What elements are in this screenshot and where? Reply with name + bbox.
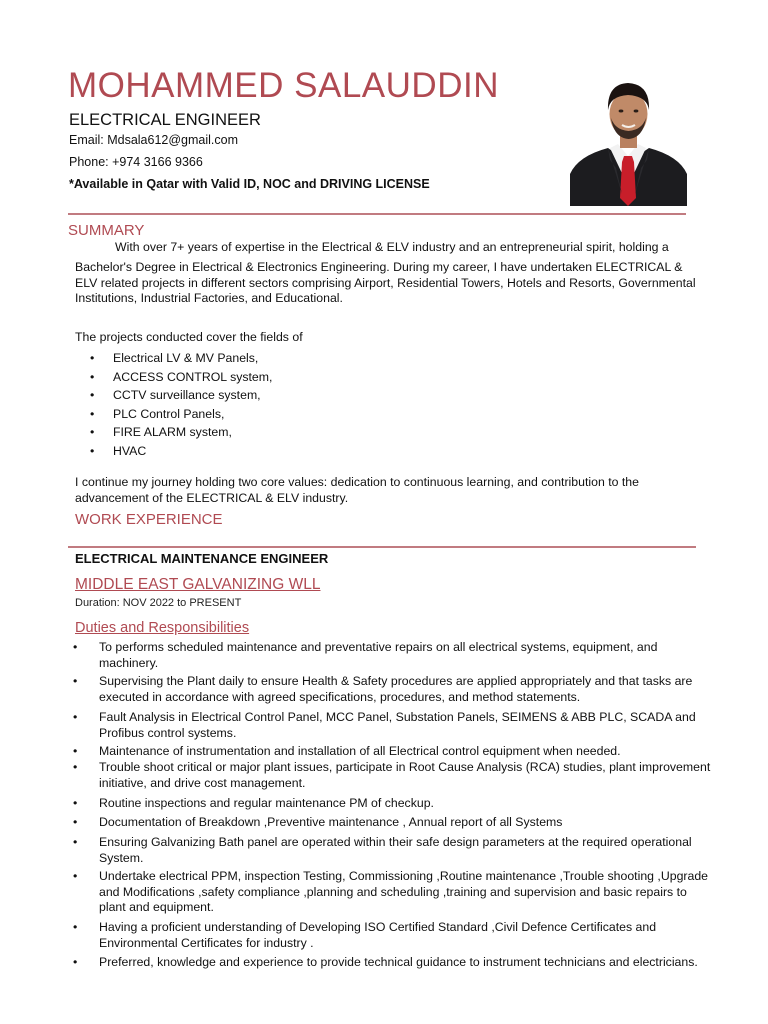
job-title: ELECTRICAL MAINTENANCE ENGINEER	[75, 551, 329, 566]
list-item: • HVAC	[90, 443, 147, 458]
list-item: • Electrical LV & MV Panels,	[90, 351, 259, 365]
email-line: Email: Mdsala612@gmail.com	[69, 133, 239, 147]
list-item: • FIRE ALARM system,	[90, 425, 232, 439]
summary-first-line: With over 7+ years of expertise in the Electrical & ELV industry and an entrepreneurial spirit, holding a	[115, 240, 669, 254]
phone-line: Phone: +974 3166 9366	[69, 155, 203, 169]
summary-body: Bachelor's Degree in Electrical & Electronics Engineering. During my career, I have undertaken ELECTRICAL & ELV related projects in different sectors comprising Airport, Residential Towers, Hotels and Resorts, Governmental Institutions, Industrial Factories, and Educational.	[75, 260, 696, 305]
fields-intro: The projects conducted cover the fields of	[75, 330, 303, 344]
duty-item: • Fault Analysis in Electrical Control Panel, MCC Panel, Substation Panels, SEIMENS & ABB PLC, SCADA and Profibus control systems.	[73, 710, 696, 740]
company-name: MIDDLE EAST GALVANIZING WLL	[75, 576, 321, 593]
profile-photo-icon	[570, 76, 687, 206]
job-duration: Duration: NOV 2022 to PRESENT	[75, 597, 242, 609]
duty-item: • Having a proficient understanding of Developing ISO Certified Standard ,Civil Defence Certificates and Environmental Certificates for industry .	[73, 920, 657, 950]
duties-heading: Duties and Responsibilities	[75, 620, 250, 636]
duty-item: • Undertake electrical PPM, inspection Testing, Commissioning ,Routine maintenance ,Trouble shooting ,Upgrade and Modifications ,safety compliance ,planning and scheduling ,training and supervision and basic repairs to plant and equipment.	[73, 869, 709, 914]
job-role: ELECTRICAL ENGINEER	[69, 111, 261, 129]
work-experience-heading: WORK EXPERIENCE	[75, 511, 223, 528]
duty-item: • To performs scheduled maintenance and preventative repairs on all electrical systems, equipment, and machinery.	[73, 640, 658, 670]
list-item: • PLC Control Panels,	[90, 406, 225, 421]
summary-heading: SUMMARY	[68, 222, 145, 239]
fields-list	[90, 351, 390, 462]
candidate-name: MOHAMMED SALAUDDIN	[68, 66, 499, 105]
work-divider	[68, 546, 696, 548]
duty-item: • Maintenance of instrumentation and installation of all Electrical control equipment when needed.	[73, 744, 621, 758]
profile-photo	[570, 76, 687, 206]
duty-item: • Documentation of Breakdown ,Preventive maintenance , Annual report of all Systems	[73, 815, 563, 829]
summary-closing: I continue my journey holding two core values: dedication to continuous learning, and contribution to the advancement of the ELECTRICAL & ELV industry.	[75, 475, 639, 505]
duty-item: • Ensuring Galvanizing Bath panel are operated within their safe design parameters at the required operational System.	[73, 835, 692, 865]
duty-item: • Routine inspections and regular maintenance PM of checkup.	[73, 796, 434, 810]
duty-item: • Trouble shoot critical or major plant issues, participate in Root Cause Analysis (RCA) studies, plant improvement initiative, and drive cost management.	[73, 760, 711, 790]
list-item: • CCTV surveillance system,	[90, 388, 261, 402]
list-item: • ACCESS CONTROL system,	[90, 369, 273, 384]
duty-item: • Supervising the Plant daily to ensure Health & Safety procedures are applied appropriately and that tasks are executed in accordance with agreed specifications, procedures, and method statements.	[73, 674, 693, 704]
availability-note: *Available in Qatar with Valid ID, NOC and DRIVING LICENSE	[69, 177, 430, 191]
duty-item: • Preferred, knowledge and experience to provide technical guidance to instrument technicians and electricians.	[73, 955, 698, 969]
header-divider	[68, 213, 686, 215]
